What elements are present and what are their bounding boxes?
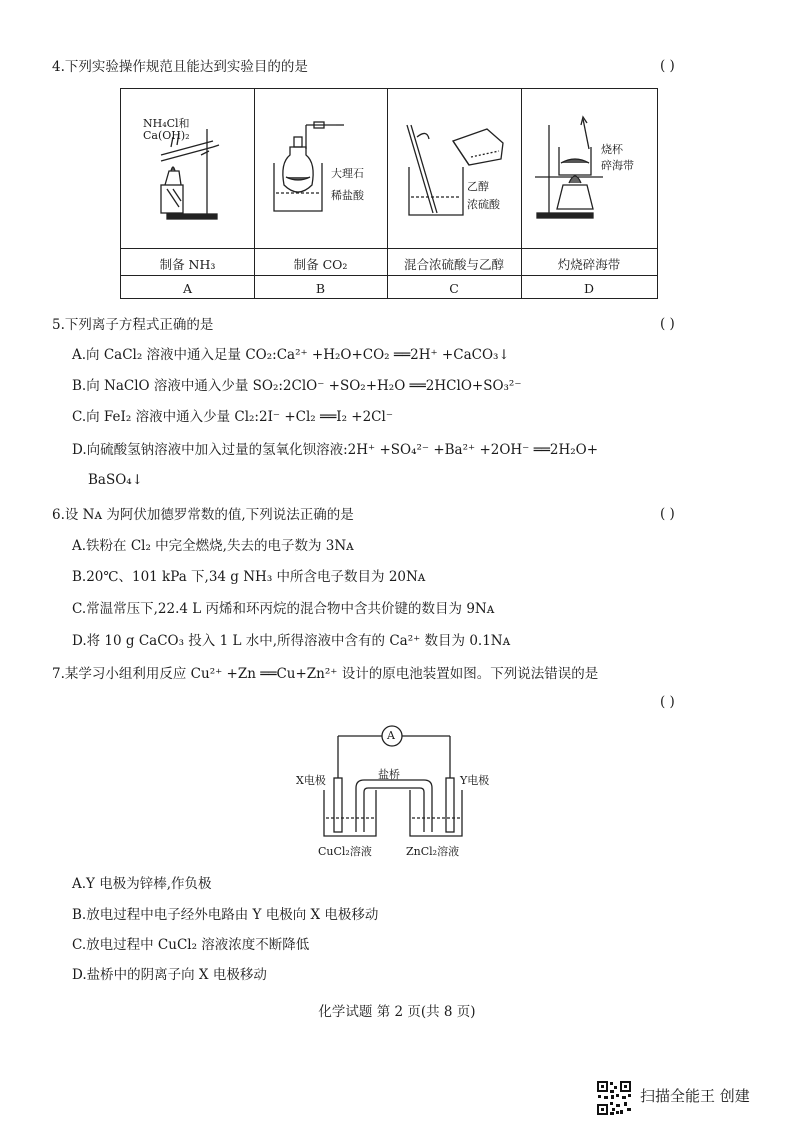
q5-option-b: B.向 NaClO 溶液中通入少量 SO₂:2ClO⁻ +SO₂+H₂O ══2HClO+SO₃²⁻ [72, 378, 522, 394]
fig-d-label-2: 碎海带 [601, 159, 634, 172]
fig-b-label-1: 大理石 [331, 167, 364, 180]
q6-option-d: D.将 10 g CaCO₃ 投入 1 L 水中,所得溶液中含有的 Ca²⁺ 数目为 0.1Nᴀ [72, 633, 511, 649]
fig-b-apparatus [254, 89, 387, 248]
fig-c-caption: 混合浓硫酸与乙醇 [403, 257, 504, 272]
page-footer: 化学试题 第 2 页(共 8 页) [318, 1004, 476, 1020]
cucl2-solution-label: CuCl₂溶液 [318, 845, 372, 858]
q6-option-a: A.铁粉在 Cl₂ 中完全燃烧,失去的电子数为 3Nᴀ [72, 538, 354, 554]
fig-a-label-1: NH₄Cl和 [143, 117, 190, 130]
x-electrode-label: X电极 [296, 774, 326, 787]
q6-stem: 6.设 Nᴀ 为阿伏加德罗常数的值,下列说法正确的是 [52, 507, 354, 523]
fig-c-apparatus [387, 89, 521, 248]
q4-figure-table [120, 88, 658, 299]
q5-option-d-line2: BaSO₄↓ [88, 472, 144, 488]
y-electrode-label: Y电极 [460, 774, 490, 787]
fig-b-letter: B [315, 281, 326, 296]
q7-answer-bracket: ( ) [660, 694, 675, 710]
q7-option-d: D.盐桥中的阴离子向 X 电极移动 [72, 967, 267, 983]
q6-option-b: B.20℃、101 kPa 下,34 g NH₃ 中所含电子数目为 20Nᴀ [72, 569, 426, 585]
q5-option-a: A.向 CaCl₂ 溶液中通入足量 CO₂:Ca²⁺ +H₂O+CO₂ ══2H⁺ +CaCO₃↓ [72, 347, 510, 363]
fig-d-apparatus [521, 89, 657, 248]
fig-a-caption: 制备 NH₃ [159, 257, 216, 272]
q5-option-d-line1: D.向硫酸氢钠溶液中加入过量的氢氧化钡溶液:2H⁺ +SO₄²⁻ +Ba²⁺ +2OH⁻ ══2H₂O+ [72, 442, 599, 458]
q6-answer-bracket: ( ) [660, 506, 675, 522]
qr-code-icon [596, 1080, 632, 1116]
scanner-watermark: 扫描全能王 创建 [640, 1087, 750, 1105]
q5-stem: 5.下列离子方程式正确的是 [52, 317, 214, 333]
fig-d-label-1: 烧杯 [601, 143, 623, 156]
ammeter-label: A [387, 729, 395, 742]
fig-d-letter: D [583, 281, 595, 296]
q7-option-b: B.放电过程中电子经外电路由 Y 电极向 X 电极移动 [72, 907, 379, 923]
fig-d-caption: 灼烧碎海带 [557, 257, 621, 272]
salt-bridge-label: 盐桥 [378, 768, 400, 781]
fig-b-caption: 制备 CO₂ [293, 257, 348, 272]
zncl2-solution-label: ZnCl₂溶液 [406, 845, 460, 858]
fig-b-label-2: 稀盐酸 [331, 189, 364, 202]
q7-stem: 7.某学习小组利用反应 Cu²⁺ +Zn ══Cu+Zn²⁺ 设计的原电池装置如图。下列说法错误的是 [52, 666, 599, 682]
q4-stem: 4.下列实验操作规范且能达到实验目的的是 [52, 59, 308, 75]
q5-answer-bracket: ( ) [660, 316, 675, 332]
q4-answer-bracket: ( ) [660, 58, 675, 74]
q5-option-c: C.向 FeI₂ 溶液中通入少量 Cl₂:2I⁻ +Cl₂ ══I₂ +2Cl⁻ [72, 409, 393, 425]
fig-a-letter: A [182, 281, 193, 296]
fig-a-apparatus [121, 89, 254, 248]
q6-option-c: C.常温常压下,22.4 L 丙烯和环丙烷的混合物中含共价键的数目为 9Nᴀ [72, 601, 495, 617]
fig-c-letter: C [449, 281, 459, 296]
q7-option-c: C.放电过程中 CuCl₂ 溶液浓度不断降低 [72, 937, 310, 953]
fig-c-label-1: 乙醇 [467, 180, 489, 193]
q7-option-a: A.Y 电极为锌棒,作负极 [72, 876, 212, 892]
fig-a-label-2: Ca(OH)₂ [143, 129, 190, 142]
fig-c-label-2: 浓硫酸 [467, 198, 500, 211]
